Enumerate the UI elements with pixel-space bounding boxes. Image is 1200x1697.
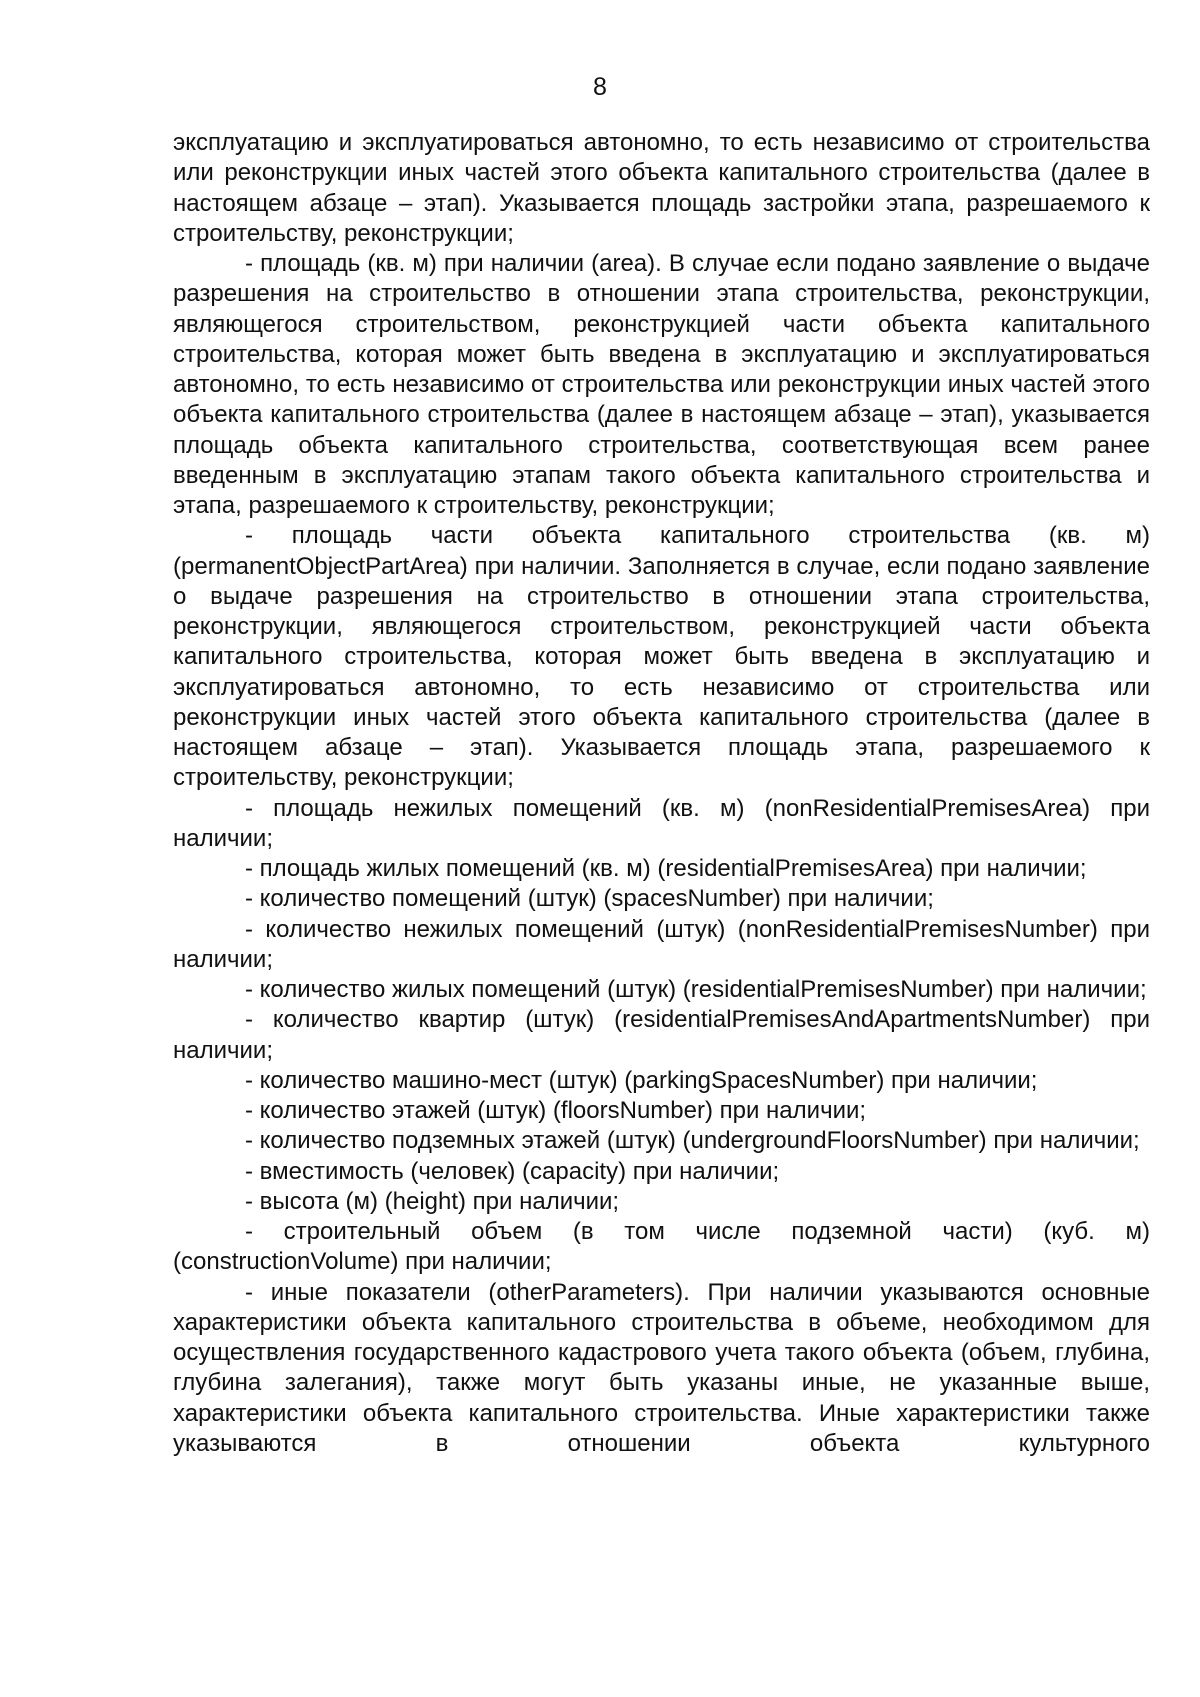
paragraph: - площадь части объекта капитального строительства (кв. м) (permanentObjectPartArea) при наличии. Заполняется в случае, если подано заявление о выдаче разрешения на строительство в отношении этапа строительства, реконструкции, являющегося строительством, реконструкцией части объекта капитального строительства, которая может быть введена в эксплуатацию и эксплуатироваться автономно, то есть независимо от строительства или реконструкции иных частей этого объекта капитального строительства (далее в настоящем абзаце – этап). Указывается площадь этапа, разрешаемого к строительству, реконструкции; [173, 522, 1150, 792]
paragraph: эксплуатацию и эксплуатироваться автономно, то есть независимо от строительства или реконструкции иных частей этого объекта капитального строительства (далее в настоящем абзаце – этап). Указывается площадь застройки этапа, разрешаемого к строительству, реконструкции; [173, 129, 1150, 247]
paragraph: - количество нежилых помещений (штук) (nonResidentialPremisesNumber) при наличии; [173, 915, 1150, 973]
paragraph: - количество жилых помещений (штук) (residentialPremisesNumber) при наличии; [245, 976, 1147, 1003]
paragraph: - количество машино-мест (штук) (parkingSpacesNumber) при наличии; [245, 1066, 1038, 1094]
paragraph: - количество квартир (штук) (residentialPremisesAndApartmentsNumber) при наличии; [173, 1006, 1150, 1064]
paragraph: - иные показатели (otherParameters). При наличии указываются основные характеристики объекта капитального строительства в объеме, необходимом для осуществления государственного кадастрового учета такого объекта (объем, глубина, глубина залегания), также могут быть указаны иные, не указанные выше, характеристики объекта капитального строительства. Иные характеристики также указываются в отношении объекта культурного [173, 1278, 1150, 1457]
paragraph: - вместимость (человек) (capacity) при наличии; [245, 1157, 780, 1185]
paragraph: - количество подземных этажей (штук) (undergroundFloorsNumber) при наличии; [245, 1127, 1140, 1155]
paragraph: - площадь жилых помещений (кв. м) (residentialPremisesArea) при наличии; [245, 855, 1087, 882]
paragraph: - количество этажей (штук) (floorsNumber) при наличии; [245, 1097, 867, 1124]
page-number: 8 [593, 73, 607, 101]
paragraph: - площадь нежилых помещений (кв. м) (nonResidentialPremisesArea) при наличии; [173, 794, 1150, 852]
paragraph: - площадь (кв. м) при наличии (area). В случае если подано заявление о выдаче разрешения на строительство в отношении этапа строительства, реконструкции, являющегося строительством, реконструкцией части объекта капитального строительства, которая может быть введена в эксплуатацию и эксплуатироваться автономно, то есть независимо от строительства или реконструкции иных частей этого объекта капитального строительства (далее в настоящем абзаце – этап), указывается площадь объекта капитального строительства, соответствующая всем ранее введенным в эксплуатацию этапам такого объекта капитального строительства и этапа, разрешаемого к строительству, реконструкции; [173, 250, 1150, 519]
paragraph: - строительный объем (в том числе подземной части) (куб. м) (constructionVolume) при наличии; [173, 1218, 1150, 1276]
paragraph: - высота (м) (height) при наличии; [245, 1187, 620, 1215]
document-body [173, 128, 1150, 1459]
paragraph: - количество помещений (штук) (spacesNumber) при наличии; [245, 885, 934, 913]
